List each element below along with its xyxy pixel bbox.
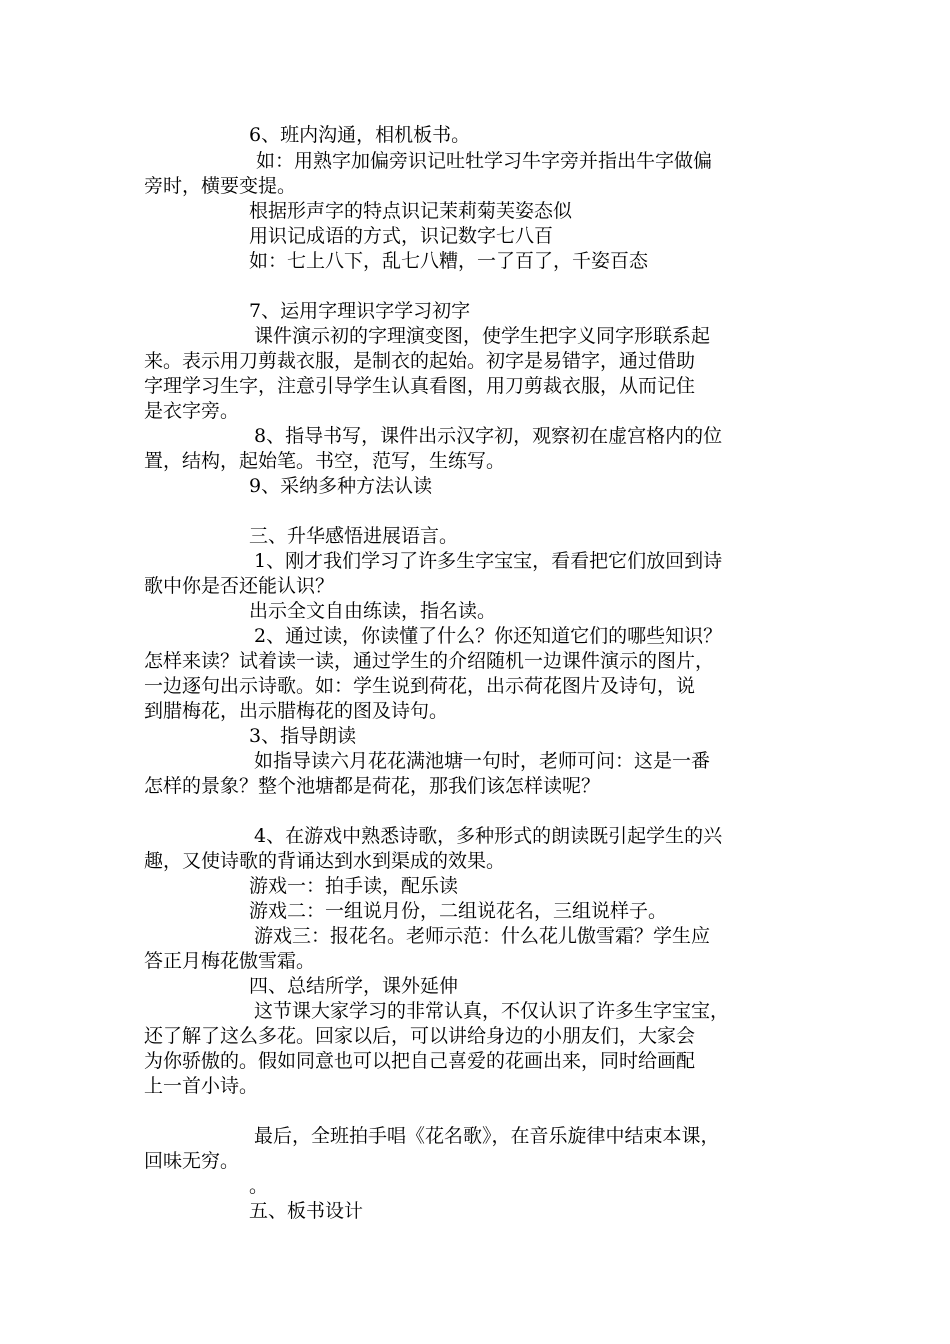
section-heading: 五、板书设计 [249, 1200, 364, 1222]
text-line: 字理学习生字，注意引导学生认真看图，用刀剪裁衣服，从而记住 [144, 375, 696, 397]
text-line: 这节课大家学习的非常认真，不仅认识了许多生字宝宝， [254, 1000, 730, 1022]
text-line: 。 [249, 1175, 269, 1197]
section-heading: 三、升华感悟进展语言。 [249, 525, 459, 547]
section-heading: 7、运用字理识字学习初字 [249, 300, 471, 322]
section-heading: 四、总结所学，课外延伸 [249, 975, 459, 997]
text-line: 怎样来读？试着读一读，通过学生的介绍随机一边课件演示的图片， [144, 650, 715, 672]
text-line: 根据形声字的特点识记茉莉菊芙姿态似 [249, 200, 573, 222]
text-line: 为你骄傲的。假如同意也可以把自己喜爱的花画出来，同时给画配 [144, 1050, 696, 1072]
text-line: 怎样的景象？整个池塘都是荷花，那我们该怎样读呢？ [144, 775, 601, 797]
text-line: 出示全文自由练读，指名读。 [249, 600, 497, 622]
text-line: 用识记成语的方式，识记数字七八百 [249, 225, 554, 247]
text-line: 回味无穷。 [144, 1150, 240, 1172]
text-line: 到腊梅花，出示腊梅花的图及诗句。 [144, 700, 449, 722]
text-line: 游戏三：报花名。老师示范：什么花儿傲雪霜？学生应 [254, 925, 711, 947]
text-line: 游戏二：一组说月份，二组说花名，三组说样子。 [249, 900, 668, 922]
text-line: 4、在游戏中熟悉诗歌，多种形式的朗读既引起学生的兴 [254, 825, 723, 847]
text-line: 歌中你是否还能认识？ [144, 575, 335, 597]
text-line: 一边逐句出示诗歌。如：学生说到荷花，出示荷花图片及诗句，说 [144, 675, 696, 697]
text-line: 课件演示初的字理演变图，使学生把字义同字形联系起 [254, 325, 711, 347]
text-line: 游戏一：拍手读，配乐读 [249, 875, 459, 897]
text-line: 8、指导书写，课件出示汉字初，观察初在虚宫格内的位 [254, 425, 723, 447]
text-line: 如：七上八下，乱七八糟，一了百了，千姿百态 [249, 250, 649, 272]
text-line: 上一首小诗。 [144, 1075, 259, 1097]
text-line: 3、指导朗读 [249, 725, 357, 747]
text-line: 如指导读六月花花满池塘一句时，老师可问：这是一番 [254, 750, 711, 772]
text-line: 如：用熟字加偏旁识记吐牡学习牛字旁并指出牛字做偏 [256, 150, 713, 172]
text-line: 来。表示用刀剪裁衣服，是制衣的起始。初字是易错字，通过借助 [144, 350, 696, 372]
text-line: 最后，全班拍手唱《花名歌》，在音乐旋律中结束本课， [254, 1125, 720, 1147]
text-line: 9、采纳多种方法认读 [249, 475, 433, 497]
text-line: 6、班内沟通，相机板书。 [249, 124, 471, 146]
text-line: 1、刚才我们学习了许多生字宝宝，看看把它们放回到诗 [254, 550, 723, 572]
text-line: 旁时，横要变提。 [144, 175, 297, 197]
text-line: 趣，又使诗歌的背诵达到水到渠成的效果。 [144, 850, 506, 872]
text-line: 置，结构，起始笔。书空，范写，生练写。 [144, 450, 506, 472]
text-line: 2、通过读，你读懂了什么？你还知道它们的哪些知识？ [254, 625, 723, 647]
text-line: 还了解了这么多花。回家以后，可以讲给身边的小朋友们，大家会 [144, 1025, 696, 1047]
text-line: 答正月梅花傲雪霜。 [144, 950, 316, 972]
text-line: 是衣字旁。 [144, 400, 240, 422]
